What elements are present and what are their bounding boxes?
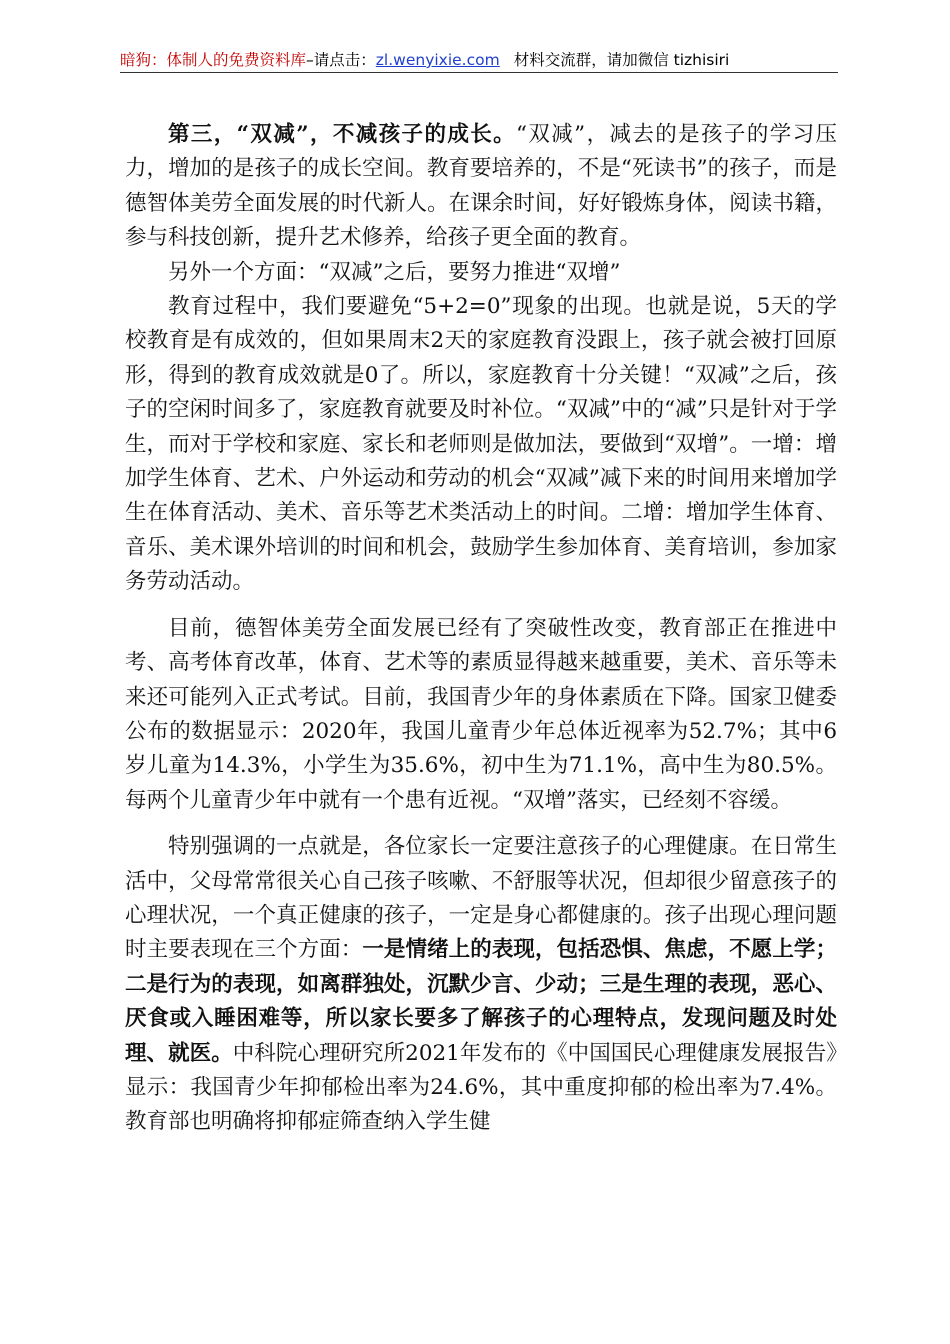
header-divider <box>120 72 838 73</box>
paragraph-2 <box>125 256 837 290</box>
header-link[interactable]: zl.wenyixie.com <box>375 51 500 69</box>
paragraph-5 <box>125 830 837 1140</box>
header-contact: 材料交流群，请加微信 tizhisiri <box>513 51 730 69</box>
paragraph-5-tail: 中科院心理研究所2021年发布的《中国国民心理健康发展报告》显示：我国青少年抑郁检出率为24.6%，其中重度抑郁的检出率为7.4%。教育部也明确将抑郁症筛查纳入学生健 <box>125 1040 837 1135</box>
paragraph-1 <box>125 118 837 256</box>
paragraph-3 <box>125 290 837 600</box>
paragraph-5-text: 特别强调的一点就是，各位家长一定要注意孩子的心理健康。在日常生活中，父母常常很关心自己孩子咳嗽、不舒服等状况，但却很少留意孩子的心理状况，一个真正健康的孩子，一定是身心都健康的。孩子出现心理问题时主要表现在三个方面： <box>125 834 837 963</box>
paragraph-3-text: 教育过程中，我们要避免“5+2=0”现象的出现。也就是说，5天的学校教育是有成效的，但如果周末2天的家庭教育没跟上，孩子就会被打回原形，得到的教育成效就是0了。所以，家庭教育十分关键！“双减”之后，孩子的空闲时间多了，家庭教育就要及时补位。“双减”中的“减”只是针对于学生，而对于学校和家庭、家长和老师则是做加法，要做到“双增”。一增：增加学生体育、艺术、户外运动和劳动的机会“双减”减下来的时间用来增加学生在体育活动、美术、音乐等艺术类活动上的时间。二增：增加学生体育、音乐、美术课外培训的时间和机会，鼓励学生参加体育、美育培训，参加家务劳动活动。 <box>125 294 837 595</box>
paragraph-5-bold: 一是情绪上的表现，包括恐惧、焦虑，不愿上学；二是行为的表现，如离群独处，沉默少言、少动；三是生理的表现，恶心、厌食或入睡困难等，所以家长要多了解孩子的心理特点，发现问题及时处理、就医。 <box>125 937 837 1066</box>
paragraph-4 <box>125 612 837 818</box>
paragraph-2-text: 另外一个方面：“双减”之后，要努力推进“双增” <box>168 259 621 285</box>
paragraph-1-text: “双减”，减去的是孩子的学习压力，增加的是孩子的成长空间。教育要培养的，不是“死读书”的孩子，而是德智体美劳全面发展的时代新人。在课余时间，好好锻炼身体，阅读书籍，参与科技创新，提升艺术修养，给孩子更全面的教育。 <box>125 122 837 251</box>
header-brand: 暗狗：体制人的免费资料库 <box>120 51 307 69</box>
document-body <box>125 118 837 1140</box>
paragraph-4-text: 目前，德智体美劳全面发展已经有了突破性改变，教育部正在推进中考、高考体育改革，体育、艺术等的素质显得越来越重要，美术、音乐等未来还可能列入正式考试。目前，我国青少年的身体素质在下降。国家卫健委公布的数据显示：2020年，我国儿童青少年总体近视率为52.7%；其中6岁儿童为14.3%，小学生为35.6%，初中生为71.1%，高中生为80.5%。每两个儿童青少年中就有一个患有近视。“双增”落实，已经刻不容缓。 <box>125 615 837 813</box>
page-header <box>120 48 838 72</box>
header-prompt: –请点击： <box>306 51 376 69</box>
paragraph-1-heading: 第三，“双减”，不减孩子的成长。 <box>168 122 517 147</box>
